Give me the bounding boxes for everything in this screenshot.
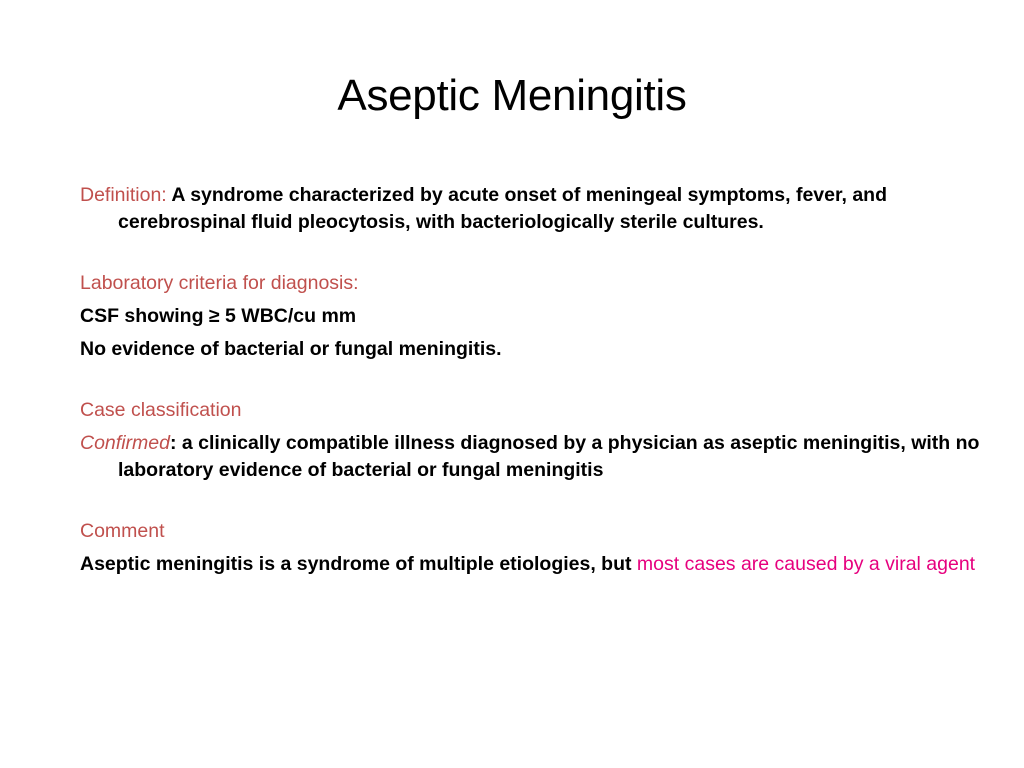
definition-text: A syndrome characterized by acute onset of meningeal symptoms, fever, and cerebrospinal fluid pleocytosis, with bacteriologically sterile cultures. [118, 184, 887, 233]
comment-highlight: most cases are caused by a viral agent [636, 553, 976, 575]
lab-criteria-line-1: CSF showing ≥ 5 WBC/cu mm [80, 305, 357, 327]
comment-heading [80, 518, 980, 545]
spacer [80, 484, 980, 518]
spacer [80, 236, 980, 270]
confirmed-label: Confirmed [80, 432, 170, 454]
slide-title: Aseptic Meningitis [337, 71, 687, 120]
comment-label: Comment [80, 520, 165, 542]
lab-criteria-label: Laboratory criteria for diagnosis [80, 272, 354, 294]
lab-criteria-line-2: No evidence of bacterial or fungal meningitis. [80, 338, 502, 360]
lab-criteria-heading [80, 270, 980, 297]
case-classification-heading [80, 397, 980, 424]
comment-paragraph [80, 551, 980, 578]
spacer [80, 363, 980, 397]
confirmed-text: : a clinically compatible illness diagnosed by a physician as aseptic meningitis, with no laboratory evidence of bacterial or fungal meningitis [118, 432, 980, 481]
slide-body [80, 182, 980, 578]
definition-paragraph [80, 182, 980, 236]
case-classification-label: Case classification [80, 399, 242, 421]
comment-text: Aseptic meningitis is a syndrome of multiple etiologies, but [80, 553, 637, 575]
lab-criteria-colon: : [353, 272, 359, 294]
definition-label: Definition: [80, 184, 167, 206]
confirmed-paragraph [80, 430, 980, 484]
